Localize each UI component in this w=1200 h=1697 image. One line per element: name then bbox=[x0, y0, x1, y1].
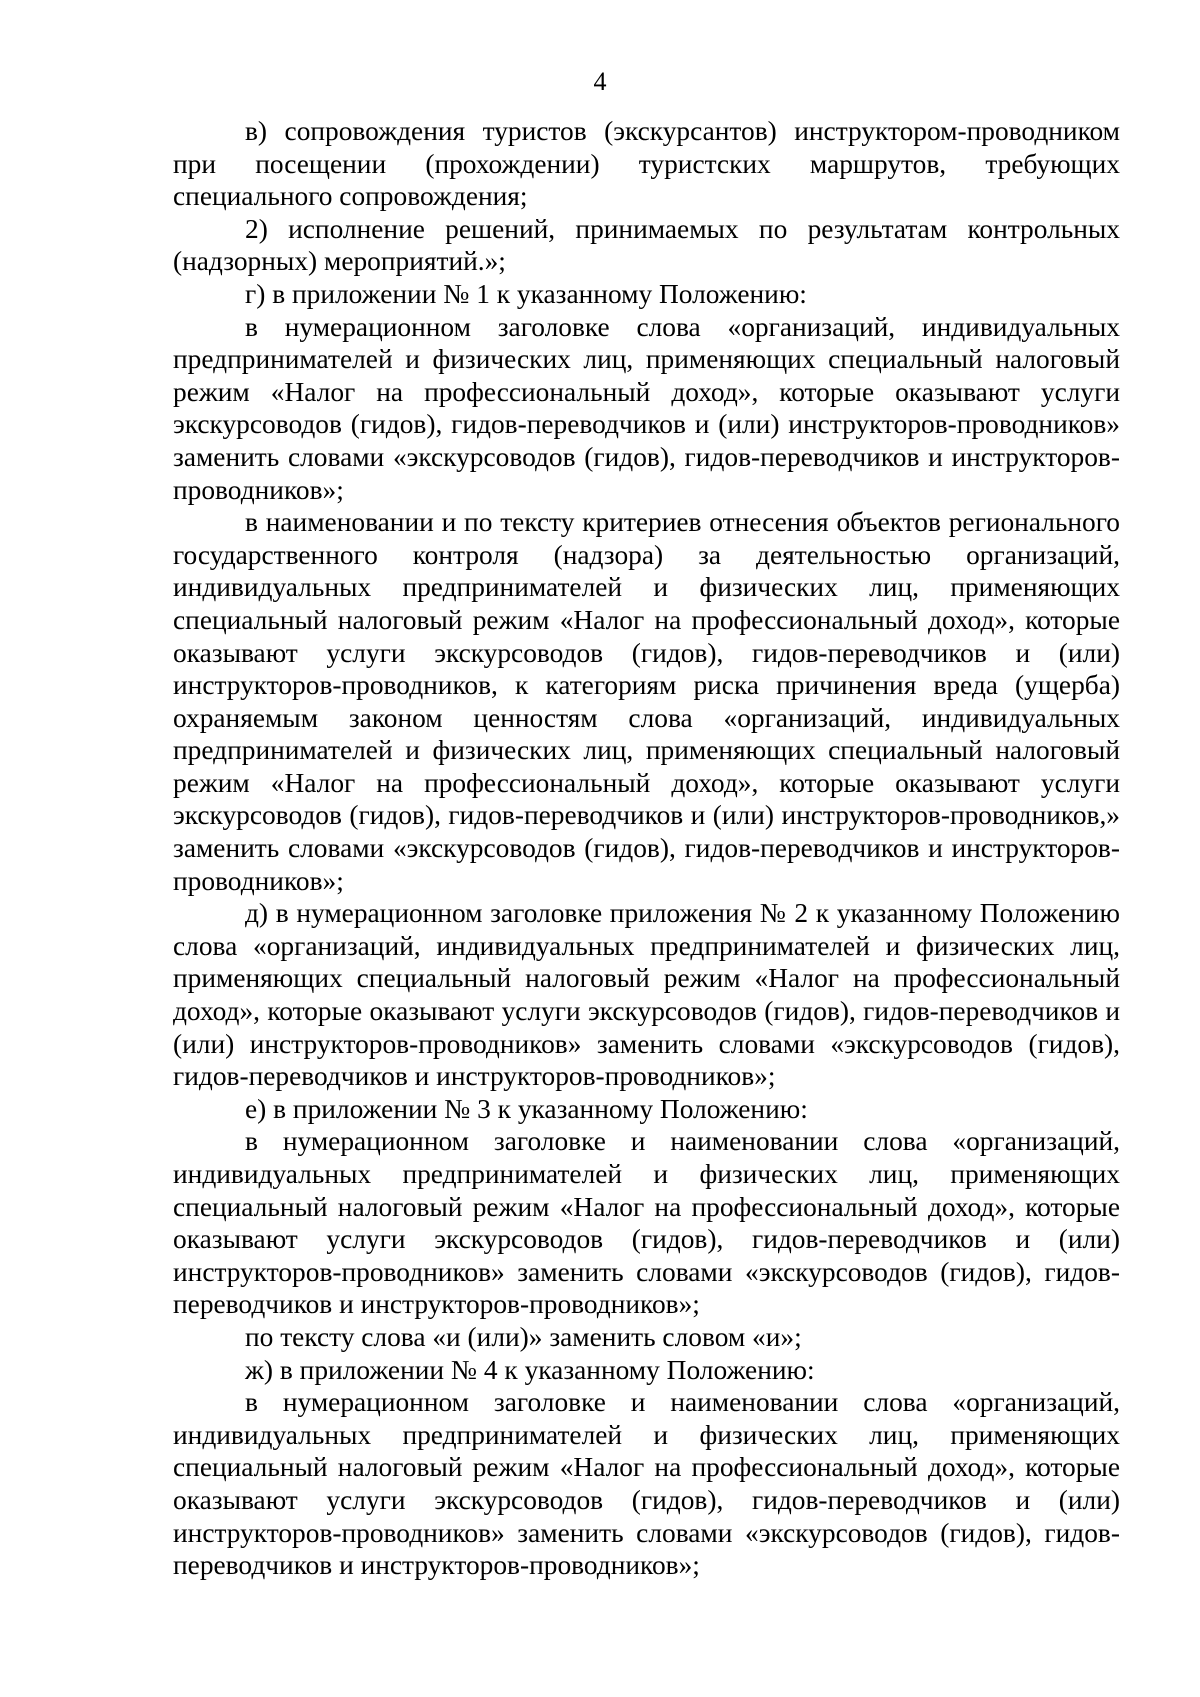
paragraph-item-g: г) в приложении № 1 к указанному Положению: bbox=[245, 278, 807, 309]
paragraph-item-v: в) сопровождения туристов (экскурсантов) инструктором-проводником при посещении (прохождении) туристских маршрутов, требующих специального сопровождения; bbox=[173, 116, 1120, 212]
paragraph-appendix-1-heading: в нумерационном заголовке слова «организаций, индивидуальных предпринимателей и физических лиц, применяющих специальный налоговый режим «Налог на профессиональный доход», которые оказывают услуги экскурсоводов (гидов), гидов-переводчиков и (или) инструкторов-проводников» заменить словами «экскурсоводов (гидов), гидов-переводчиков и инструкторов-проводников»; bbox=[173, 311, 1120, 505]
paragraph-appendix-1-criteria: в наименовании и по тексту критериев отнесения объектов регионального государственного контроля (надзора) за деятельностью организаций, индивидуальных предпринимателей и физических лиц, применяющих специальный налоговый режим «Налог на профессиональный доход», которые оказывают услуги экскурсоводов (гидов), гидов-переводчиков и (или) инструкторов-проводников, к категориям риска причинения вреда (ущерба) охраняемым законом ценностям слова «организаций, индивидуальных предпринимателей и физических лиц, применяющих специальный налоговый режим «Налог на профессиональный доход», которые оказывают услуги экскурсоводов (гидов), гидов-переводчиков и (или) инструкторов-проводников,» заменить словами «экскурсоводов (гидов), гидов-переводчиков и инструкторов-проводников»; bbox=[173, 507, 1120, 896]
paragraph-appendix-3-heading: в нумерационном заголовке и наименовании слова «организаций, индивидуальных предпринимателей и физических лиц, применяющих специальный налоговый режим «Налог на профессиональный доход», которые оказывают услуги экскурсоводов (гидов), гидов-переводчиков и (или) инструкторов-проводников» заменить словами «экскурсоводов (гидов), гидов-переводчиков и инструкторов-проводников»; bbox=[173, 1126, 1120, 1320]
paragraph-item-zh: ж) в приложении № 4 к указанному Положению: bbox=[245, 1354, 815, 1385]
paragraph-appendix-3-text: по тексту слова «и (или)» заменить словом «и»; bbox=[245, 1321, 802, 1352]
paragraph-item-e: е) в приложении № 3 к указанному Положению: bbox=[245, 1093, 808, 1124]
document-body bbox=[173, 115, 1120, 1582]
paragraph-appendix-4-heading: в нумерационном заголовке и наименовании слова «организаций, индивидуальных предпринимателей и физических лиц, применяющих специальный налоговый режим «Налог на профессиональный доход», которые оказывают услуги экскурсоводов (гидов), гидов-переводчиков и (или) инструкторов-проводников» заменить словами «экскурсоводов (гидов), гидов-переводчиков и инструкторов-проводников»; bbox=[173, 1387, 1120, 1581]
page-number: 4 bbox=[593, 67, 607, 96]
paragraph-item-2: 2) исполнение решений, принимаемых по результатам контрольных (надзорных) мероприятий.»; bbox=[173, 213, 1120, 277]
paragraph-item-d: д) в нумерационном заголовке приложения № 2 к указанному Положению слова «организаций, индивидуальных предпринимателей и физических лиц, применяющих специальный налоговый режим «Налог на профессиональный доход», которые оказывают услуги экскурсоводов (гидов), гидов-переводчиков и (или) инструкторов-проводников» заменить словами «экскурсоводов (гидов), гидов-переводчиков и инструкторов-проводников»; bbox=[173, 898, 1120, 1092]
